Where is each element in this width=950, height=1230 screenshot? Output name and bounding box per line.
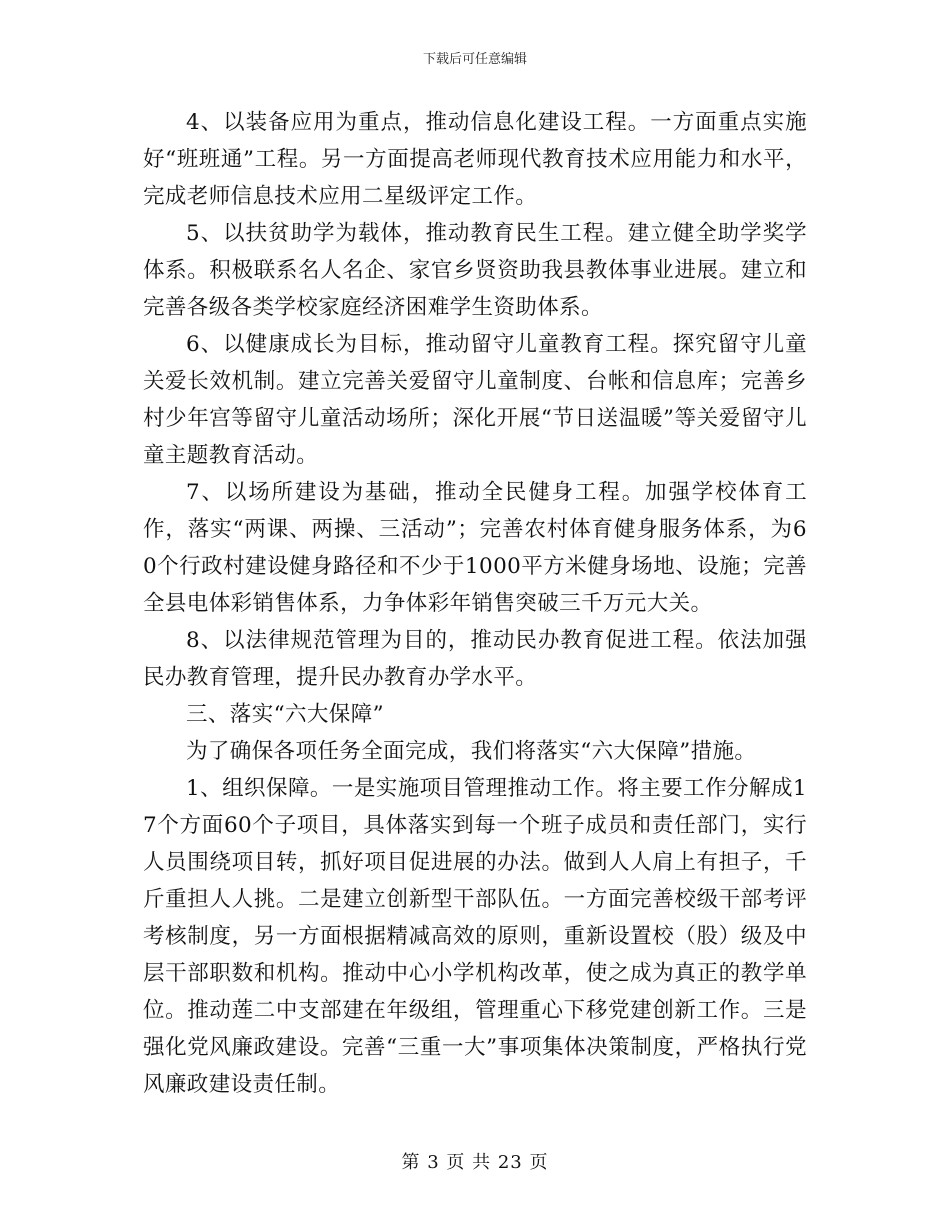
paragraph-organization-guarantee: 1、组织保障。一是实施项目管理推动工作。将主要工作分解成17个方面60个子项目，具体落实到每一个班子成员和责任部门，实行人员围绕项目转，抓好项目促进展的办法。做到人人肩上有担子，千斤重担人人挑。二是建立创新型干部队伍。一方面完善校级干部考评考核制度，另一方面根据精减高效的原则，重新设置校（股）级及中层干部职数和机构。推动中心小学机构改革，使之成为真正的教学单位。推动莲二中支部建在年级组，管理重心下移党建创新工作。三是强化党风廉政建设。完善“三重一大”事项集体决策制度，严格执行党风廉政建设责任制。 [143,776,807,1097]
section-heading: 三、落实“六大保障” [186,702,384,727]
section-intro: 为了确保各项任务全面完成，我们将落实“六大保障”措施。 [186,739,757,764]
paragraph-item-6: 6、以健康成长为目标，推动留守儿童教育工程。探究留守儿童关爱长效机制。建立完善关爱留守儿童制度、台帐和信息库；完善乡村少年宫等留守儿童活动场所；深化开展“节日送温暖”等关爱留守儿童主题教育活动。 [143,332,807,468]
paragraph-item-4: 4、以装备应用为重点，推动信息化建设工程。一方面重点实施好“班班通”工程。另一方面提高老师现代教育技术应用能力和水平，完成老师信息技术应用二星级评定工作。 [143,110,807,209]
paragraph-item-8: 8、以法律规范管理为目的，推动民办教育促进工程。依法加强民办教育管理，提升民办教育办学水平。 [143,628,807,690]
document-body [143,104,807,1103]
paragraph-item-5: 5、以扶贫助学为载体，推动教育民生工程。建立健全助学奖学体系。积极联系名人名企、家官乡贤资助我县教体事业进展。建立和完善各级各类学校家庭经济困难学生资助体系。 [143,221,807,320]
paragraph-item-7: 7、以场所建设为基础，推动全民健身工程。加强学校体育工作，落实“两课、两操、三活动”；完善农村体育健身服务体系，为60个行政村建设健身路径和不少于1000平方米健身场地、设施；完善全县电体彩销售体系，力争体彩年销售突破三千万元大关。 [143,480,807,616]
page-number-footer: 第 3 页 共 23 页 [401,1152,549,1173]
page-header: 下载后可任意编辑 [422,52,527,67]
